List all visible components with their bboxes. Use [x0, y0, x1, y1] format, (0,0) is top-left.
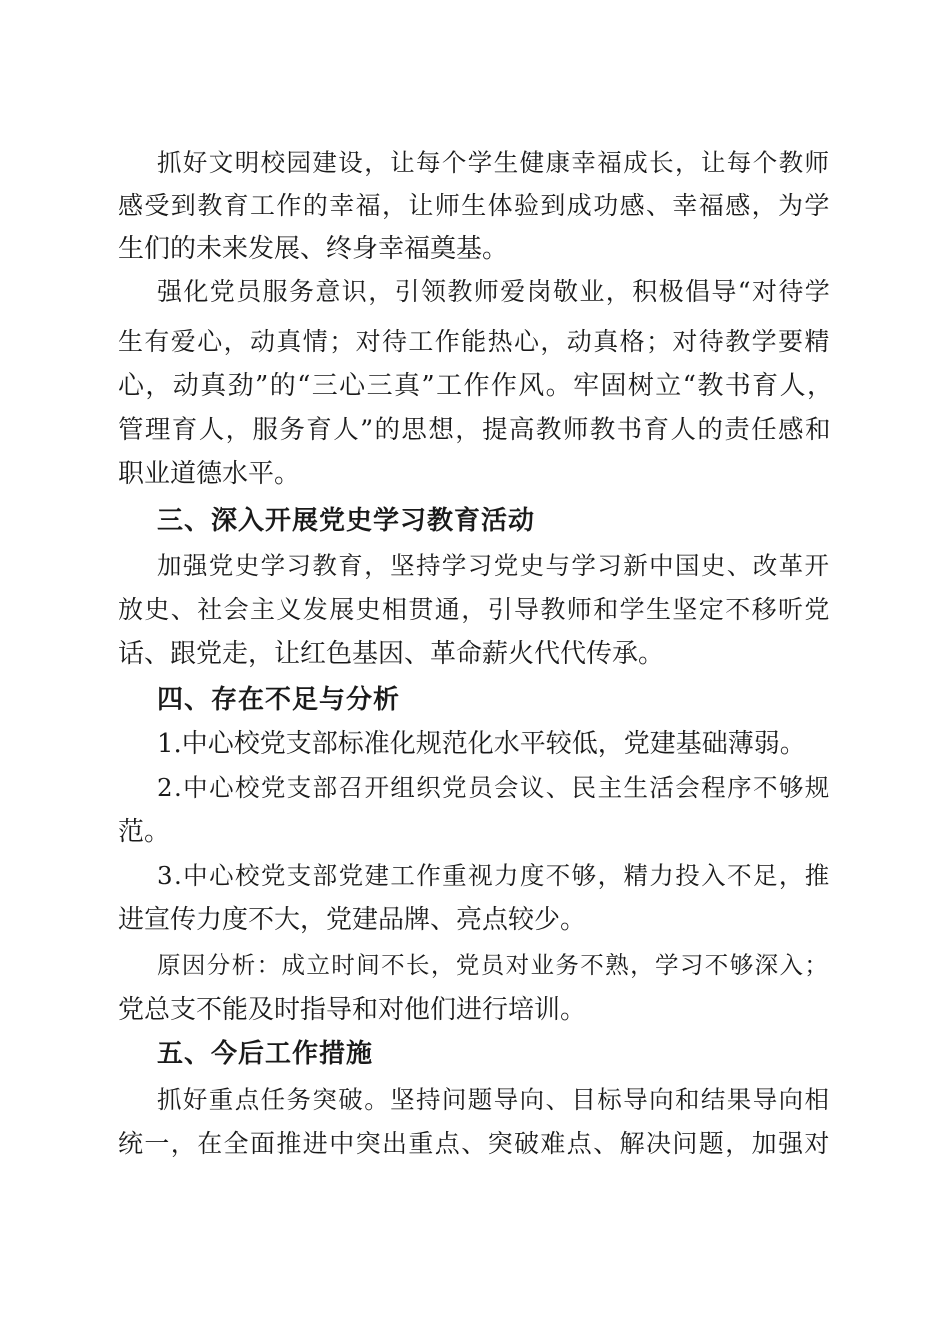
paragraph-line: 强化党员服务意识，引领教师爱岗敬业，积极倡导“对待学 — [157, 277, 832, 306]
paragraph-line: 感受到教育工作的幸福，让师生体验到成功感、幸福感，为学 — [118, 191, 831, 220]
paragraph-line: 抓好文明校园建设，让每个学生健康幸福成长，让每个教师 — [157, 148, 831, 177]
paragraph-line: 党总支不能及时指导和对他们进行培训。 — [118, 995, 587, 1025]
paragraph-line: 管理育人，服务育人”的思想，提高教师教书育人的责任感和 — [118, 415, 832, 445]
paragraph-line: 统一，在全面推进中突出重点、突破难点、解决问题，加强对 — [118, 1129, 831, 1158]
section-heading: 四、存在不足与分析 — [157, 685, 401, 715]
paragraph-line: 心，动真劲”的“三心三真”工作作风。牢固树立“教书育人， — [118, 371, 835, 401]
paragraph-line: 话、跟党走，让红色基因、革命薪火代代传承。 — [118, 639, 665, 669]
paragraph-line: 加强党史学习教育，坚持学习党史与学习新中国史、改革开 — [157, 551, 831, 580]
paragraph-line: 原因分析：成立时间不长，党员对业务不熟，学习不够深入； — [157, 951, 830, 979]
paragraph-line: 放史、社会主义发展史相贯通，引导教师和学生坚定不移听党 — [118, 595, 831, 624]
list-item: 2.中心校党支部召开组织党员会议、民主生活会程序不够规 — [157, 773, 831, 802]
paragraph-line: 生有爱心，动真情；对待工作能热心，动真格；对待教学要精 — [118, 327, 831, 356]
list-item-continuation: 进宣传力度不大，党建品牌、亮点较少。 — [118, 905, 587, 935]
list-item: 3.中心校党支部党建工作重视力度不够，精力投入不足，推 — [157, 861, 831, 890]
list-item: 1.中心校党支部标准化规范化水平较低，党建基础薄弱。 — [157, 729, 806, 759]
paragraph-line: 抓好重点任务突破。坚持问题导向、目标导向和结果导向相 — [157, 1085, 831, 1114]
section-heading: 五、今后工作措施 — [157, 1039, 374, 1069]
paragraph-line: 职业道德水平。 — [118, 459, 301, 489]
paragraph-line: 生们的未来发展、终身幸福奠基。 — [118, 234, 509, 264]
list-item-continuation: 范。 — [118, 817, 171, 847]
section-heading: 三、深入开展党史学习教育活动 — [157, 506, 536, 536]
